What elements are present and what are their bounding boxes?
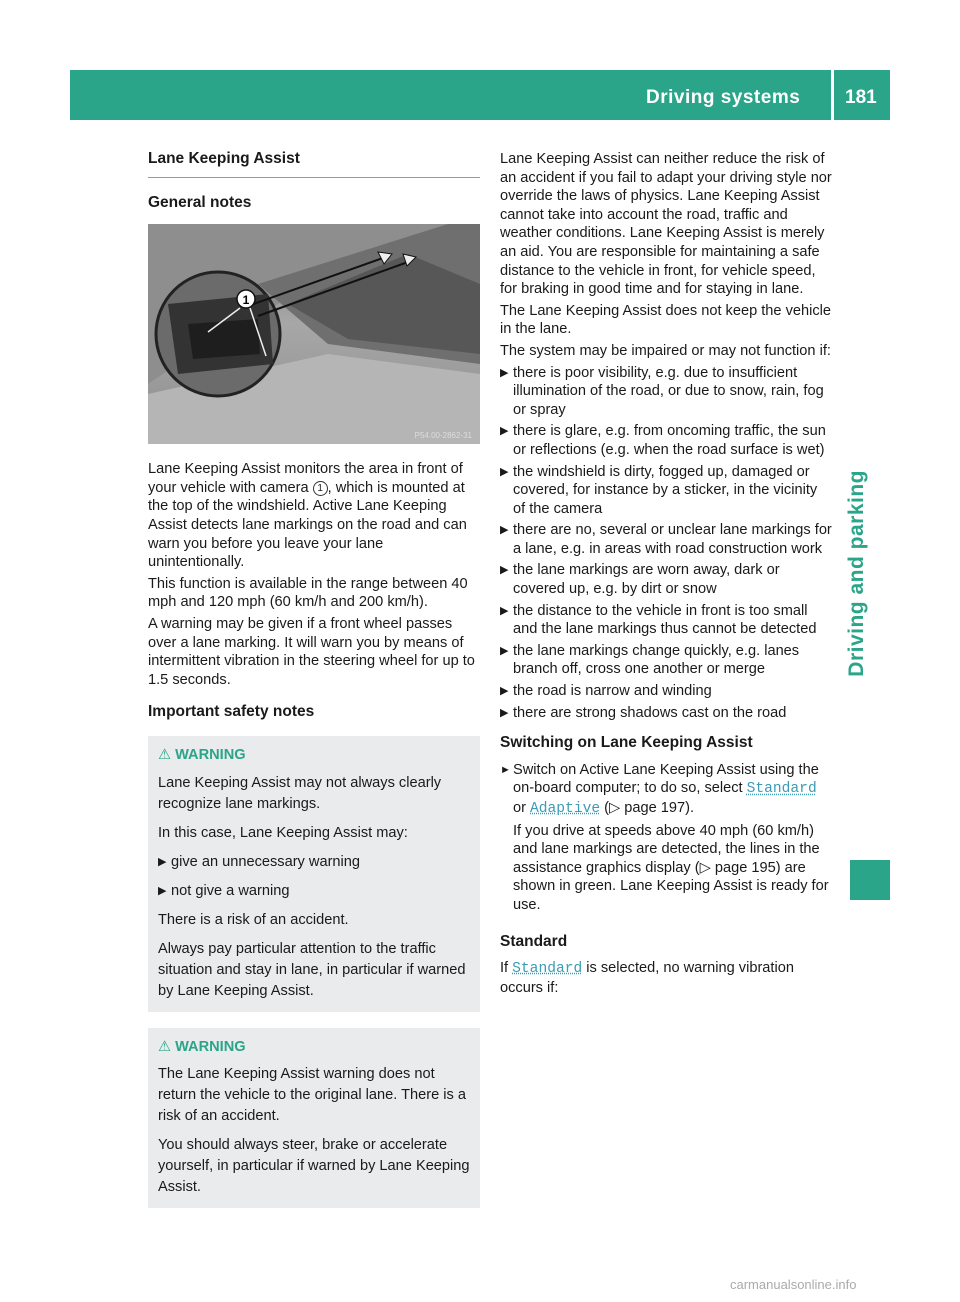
side-tab-label: Driving and parking: [845, 470, 868, 677]
callout-marker: 1: [313, 481, 328, 496]
photo-callout-label: 1: [242, 293, 250, 308]
page-title: Lane Keeping Assist: [148, 150, 480, 178]
intro-paragraph: Lane Keeping Assist monitors the area in front of your vehicle with camera 1 , which is mounted at the top of the windshield. Active Lane Keeping Assist detects lane markings on the road and can warn you before you leave your lane unintentionally.: [148, 461, 467, 571]
bullet-r-icon: ▶: [500, 366, 509, 379]
list-item: ▶ there are no, several or unclear lane markings for a lane, e.g. in areas with road construction work: [500, 522, 832, 557]
windshield-illustration: [148, 224, 480, 444]
adaptive-link[interactable]: Adaptive: [530, 801, 601, 817]
page-ref-link[interactable]: ▷ page 195: [699, 859, 776, 876]
warning-text: The Lane Keeping Assist warning does not return the vehicle to the original lane. There is a risk of an accident.: [158, 1066, 467, 1125]
standard-heading: Standard: [500, 932, 568, 950]
section-title: Driving systems: [646, 87, 801, 108]
list-item: ▶ the lane markings change quickly, e.g. lanes branch off, cross one another or merge: [500, 642, 800, 678]
safety-notes-heading: Important safety notes: [148, 703, 315, 721]
warning-label: ⚠ WARNING: [158, 746, 246, 763]
warning-text: In this case, Lane Keeping Assist may:: [158, 824, 408, 841]
switch-result: If you drive at speeds above 40 mph (60 km/h) and lane markings are detected, the lines in the assistance graphics display (▷ page 195) are shown in green. Lane Keeping Assist is ready for use.: [513, 822, 829, 913]
warning-text: Always pay particular attention to the traffic situation and stay in lane, in particular if warned by Lane Keeping Assist.: [158, 940, 466, 999]
list-item: ▶ there is poor visibility, e.g. due to insufficient illumination of the road, or due to snow, rain, fog or spray: [500, 364, 824, 418]
warning-label: ⚠ WARNING: [158, 1038, 246, 1055]
list-item: ▶ not give a warning: [158, 881, 470, 902]
general-notes-heading: General notes: [148, 193, 252, 211]
side-tab-marker: [850, 860, 890, 900]
warning-triangle-icon: ⚠: [158, 746, 172, 763]
standard-link[interactable]: Standard: [746, 781, 817, 798]
watermark-url: carmanualsonline.info: [730, 1277, 857, 1292]
bullet-r-icon: ▶: [500, 524, 509, 537]
warning-list: [158, 852, 470, 902]
limitations-paragraph: Lane Keeping Assist can neither reduce the risk of an accident if you fail to adapt your driving style nor override the laws of physics. Lane Keeping Assist cannot take into account the road, traffic and weather conditions. Lane Keeping Assist is merely an aid. You are responsible for maintaining a safe distance to the vehicle in front, for vehicle speed, for braking in good time and for staying in lane.: [500, 151, 832, 298]
bullet-r-icon: ▶: [500, 564, 509, 577]
warning-box-1: [148, 736, 480, 1012]
left-column: [148, 150, 480, 1220]
bullet-r-icon: ▶: [500, 706, 509, 719]
windshield-camera-photo: [148, 224, 480, 444]
list-item: ▶ give an unnecessary warning: [158, 852, 470, 873]
switching-on-heading: Switching on Lane Keeping Assist: [500, 734, 753, 752]
list-item: ▶ the lane markings are worn away, dark or covered up, e.g. by dirt or snow: [500, 562, 780, 598]
list-item: ▶ the distance to the vehicle in front is too small and the lane markings thus cannot be detected: [500, 602, 817, 638]
bullet-r-icon: ▶: [500, 604, 509, 617]
list-item: ▶ the windshield is dirty, fogged up, damaged or covered, for instance by a sticker, in the vicinity of the camera: [500, 463, 818, 517]
list-item: ▶ there is glare, e.g. from oncoming traffic, the sun or reflections (e.g. when the road surface is wet): [500, 423, 826, 458]
speed-range-paragraph: This function is available in the range between 40 mph and 120 mph (60 km/h and 200 km/h).: [148, 575, 468, 611]
right-column: [500, 150, 832, 1000]
bullet-r-icon: ▶: [500, 644, 509, 657]
warning-triangle-icon: ⚠: [158, 1038, 172, 1055]
switch-on-step: [500, 761, 832, 915]
impairment-paragraph: The system may be impaired or may not function if:: [500, 342, 831, 359]
action-arrow-icon: ►: [500, 763, 511, 776]
list-item: ▶ the road is narrow and winding: [500, 683, 712, 700]
photo-code: P54.00-2862-31: [414, 431, 472, 441]
header-divider: [831, 70, 834, 120]
bullet-r-icon: ▶: [500, 425, 509, 438]
standard-paragraph: If Standard is selected, no warning vibration occurs if:: [500, 960, 794, 996]
bullet-r-icon: ▶: [500, 685, 509, 698]
bullet-r-icon: ▶: [158, 884, 167, 897]
conditions-list: [500, 364, 832, 723]
warning-text: You should always steer, brake or accelerate yourself, in particular if warned by Lane Keeping Assist.: [158, 1137, 470, 1196]
switch-instruction: Switch on Active Lane Keeping Assist using the on-board computer; to do so, select Standard or Adaptive (▷ page 197).: [513, 761, 819, 817]
warning-text: Lane Keeping Assist may not always clearly recognize lane markings.: [158, 774, 442, 812]
list-item: ▶ there are strong shadows cast on the road: [500, 704, 787, 721]
warning-vibration-paragraph: A warning may be given if a front wheel passes over a lane marking. It will warn you by means of intermittent vibration in the steering wheel for up to 1.5 seconds.: [148, 615, 475, 688]
standard-code[interactable]: Standard: [512, 961, 583, 978]
bullet-r-icon: ▶: [500, 465, 509, 478]
warning-box-2: [148, 1028, 480, 1209]
warning-text: There is a risk of an accident.: [158, 911, 349, 928]
page-number: 181: [845, 87, 877, 108]
bullet-r-icon: ▶: [158, 855, 167, 868]
lane-keeping-paragraph: The Lane Keeping Assist does not keep the vehicle in the lane.: [500, 302, 832, 338]
